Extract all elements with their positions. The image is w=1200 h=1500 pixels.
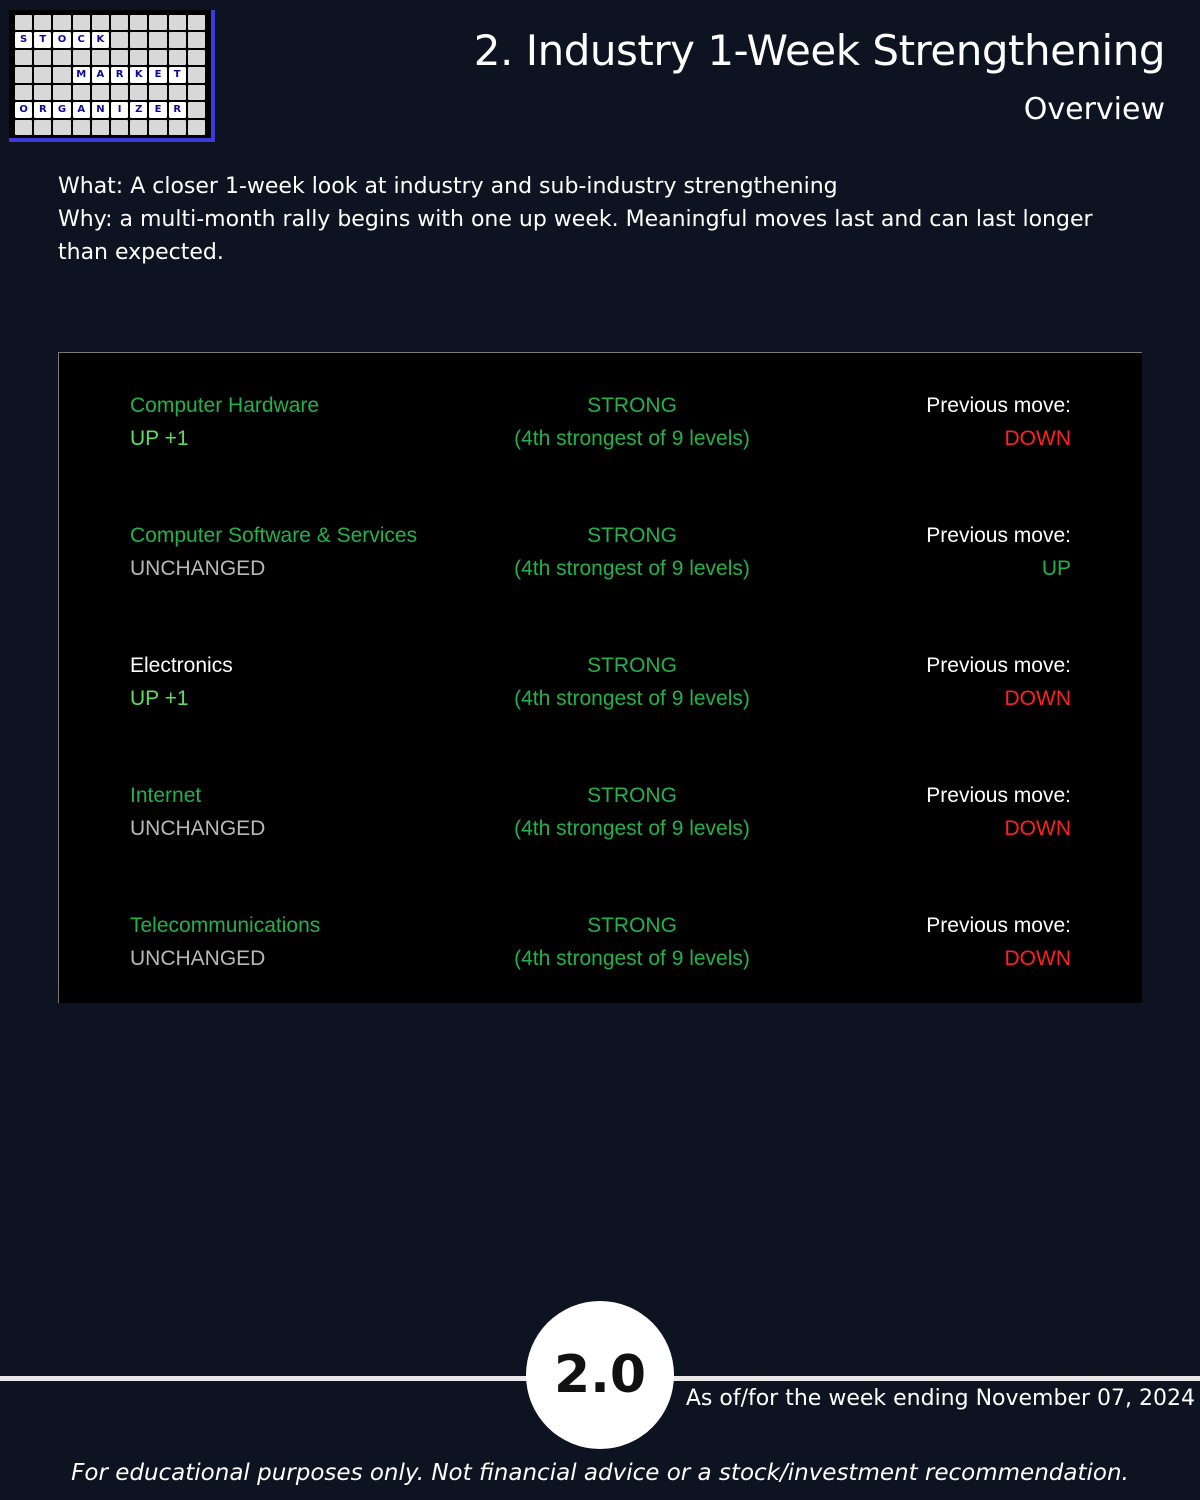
- logo-cell: A: [92, 67, 109, 82]
- previous-move-label: Previous move:: [926, 654, 1071, 677]
- logo-cell: [130, 85, 147, 100]
- industry-name: Telecommunications: [130, 914, 321, 937]
- previous-move-label: Previous move:: [926, 914, 1071, 937]
- logo-cell: [53, 120, 70, 135]
- previous-move-value: UP: [1041, 557, 1071, 580]
- previous-move-label: Previous move:: [926, 524, 1071, 547]
- logo-cell: [34, 50, 51, 65]
- logo-cell: M: [73, 67, 90, 82]
- logo-cell: E: [149, 67, 166, 82]
- logo-cell: [34, 15, 51, 30]
- logo-cell: [34, 120, 51, 135]
- logo-cell: [130, 32, 147, 47]
- logo-cell: [169, 50, 186, 65]
- logo-cell: N: [92, 102, 109, 117]
- previous-move-label: Previous move:: [926, 784, 1071, 807]
- previous-move-label: Previous move:: [926, 394, 1071, 417]
- logo-cell: R: [34, 102, 51, 117]
- industry-change: UNCHANGED: [130, 557, 266, 580]
- previous-move-value: DOWN: [1004, 947, 1071, 970]
- logo-cell: K: [130, 67, 147, 82]
- industry-change: UP +1: [130, 427, 189, 450]
- strength-detail: (4th strongest of 9 levels): [514, 557, 750, 580]
- logo-cell: [73, 15, 90, 30]
- logo-cell: [149, 85, 166, 100]
- previous-move-value: DOWN: [1004, 687, 1071, 710]
- logo-cell: O: [15, 102, 32, 117]
- logo-cell: [130, 50, 147, 65]
- logo-cell: [73, 50, 90, 65]
- industry-change: UNCHANGED: [130, 947, 266, 970]
- logo-cell: K: [92, 32, 109, 47]
- industry-name: Computer Software & Services: [130, 524, 418, 547]
- logo-cell: [15, 120, 32, 135]
- logo-cell: C: [73, 32, 90, 47]
- logo-cell: R: [111, 67, 128, 82]
- industry-name: Electronics: [130, 654, 233, 677]
- logo-cell: [92, 120, 109, 135]
- logo-cell: [130, 120, 147, 135]
- logo-cell: [15, 85, 32, 100]
- page-subtitle: Overview: [1023, 92, 1165, 127]
- logo-cell: [34, 85, 51, 100]
- logo: [9, 10, 215, 142]
- logo-cell: O: [53, 32, 70, 47]
- logo-cell: [149, 15, 166, 30]
- logo-cell: Z: [130, 102, 147, 117]
- logo-cell: S: [15, 32, 32, 47]
- logo-cell: [92, 50, 109, 65]
- description-what: What: A closer 1-week look at industry and sub-industry strengthening: [58, 174, 838, 199]
- logo-cell: [149, 32, 166, 47]
- logo-cell: R: [169, 102, 186, 117]
- industry-name: Computer Hardware: [130, 394, 320, 417]
- logo-cell: G: [53, 102, 70, 117]
- logo-cell: [188, 32, 205, 47]
- industry-row: [59, 649, 1142, 719]
- logo-cell: [188, 102, 205, 117]
- logo-cell: [73, 85, 90, 100]
- logo-cell: [92, 85, 109, 100]
- logo-cell: [111, 50, 128, 65]
- logo-cell: [53, 85, 70, 100]
- logo-cell: I: [111, 102, 128, 117]
- previous-move-value: DOWN: [1004, 817, 1071, 840]
- logo-cell: [53, 50, 70, 65]
- section-number-badge: 2.0: [526, 1301, 674, 1449]
- industry-row: [59, 779, 1142, 849]
- logo-cell: [111, 32, 128, 47]
- logo-cell: [111, 120, 128, 135]
- previous-move-value: DOWN: [1004, 427, 1071, 450]
- logo-cell: T: [169, 67, 186, 82]
- logo-cell: [188, 15, 205, 30]
- logo-cell: [15, 15, 32, 30]
- as-of-date: As of/for the week ending November 07, 2024: [685, 1386, 1195, 1411]
- logo-cell: [149, 120, 166, 135]
- logo-cell: [169, 85, 186, 100]
- logo-cell: [188, 120, 205, 135]
- page-title: 2. Industry 1-Week Strengthening: [473, 26, 1165, 75]
- industry-row: [59, 909, 1142, 979]
- logo-cell: A: [73, 102, 90, 117]
- strength-detail: (4th strongest of 9 levels): [514, 947, 750, 970]
- industry-name: Internet: [130, 784, 202, 807]
- strength-level: STRONG: [587, 394, 677, 417]
- strength-level: STRONG: [587, 524, 677, 547]
- logo-cell: [188, 85, 205, 100]
- strength-level: STRONG: [587, 654, 677, 677]
- logo-cell: [73, 120, 90, 135]
- logo-cell: [169, 32, 186, 47]
- disclaimer: For educational purposes only. Not financial advice or a stock/investment recommendation.: [71, 1460, 1129, 1486]
- logo-cell: [111, 15, 128, 30]
- description-why: Why: a multi-month rally begins with one up week. Meaningful moves last and can last longer than expected.: [58, 207, 1093, 265]
- logo-cell: E: [149, 102, 166, 117]
- industry-change: UNCHANGED: [130, 817, 266, 840]
- logo-cell: [53, 15, 70, 30]
- strength-detail: (4th strongest of 9 levels): [514, 687, 750, 710]
- strength-detail: (4th strongest of 9 levels): [514, 817, 750, 840]
- logo-letter-grid: [15, 15, 205, 135]
- logo-cell: [188, 50, 205, 65]
- logo-cell: [34, 67, 51, 82]
- logo-cell: [169, 15, 186, 30]
- logo-cell: [53, 67, 70, 82]
- logo-cell: [15, 50, 32, 65]
- industry-row: [59, 389, 1142, 459]
- logo-cell: [169, 120, 186, 135]
- description: [58, 170, 1138, 269]
- logo-cell: [92, 15, 109, 30]
- industry-panel: [58, 352, 1142, 1003]
- strength-level: STRONG: [587, 784, 677, 807]
- logo-cell: [130, 15, 147, 30]
- strength-detail: (4th strongest of 9 levels): [514, 427, 750, 450]
- logo-cell: [149, 50, 166, 65]
- logo-cell: [15, 67, 32, 82]
- strength-level: STRONG: [587, 914, 677, 937]
- logo-cell: [111, 85, 128, 100]
- logo-cell: T: [34, 32, 51, 47]
- industry-row: [59, 519, 1142, 589]
- logo-cell: [188, 67, 205, 82]
- industry-change: UP +1: [130, 687, 189, 710]
